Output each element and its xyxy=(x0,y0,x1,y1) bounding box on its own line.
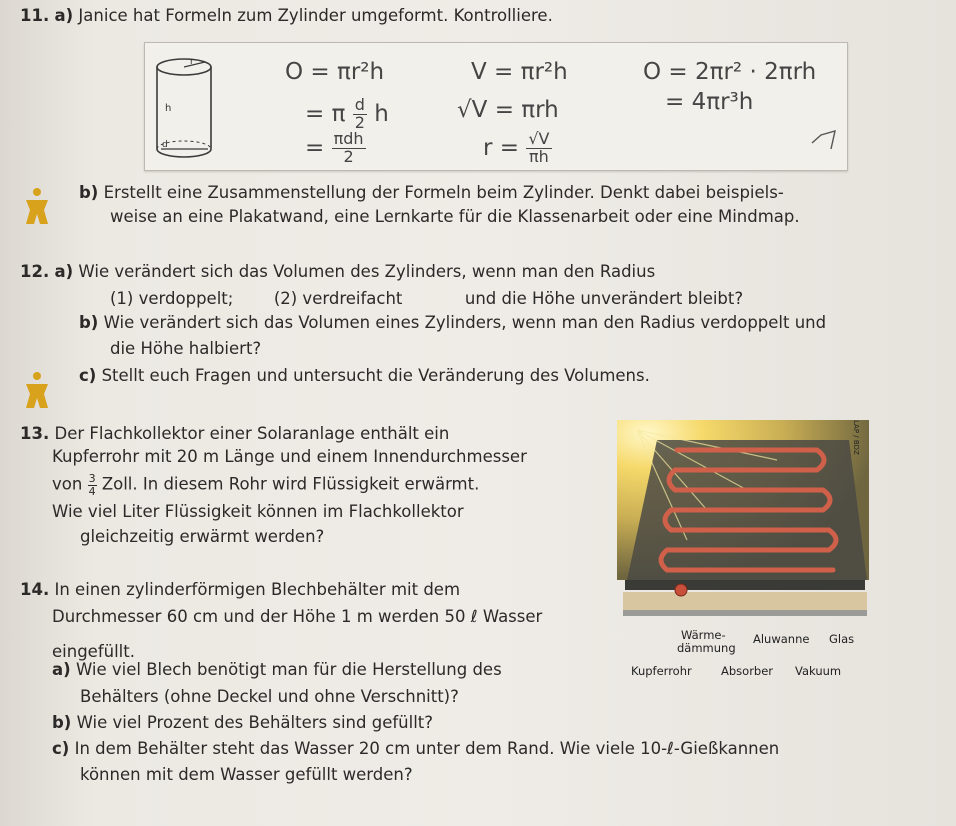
group-work-icon xyxy=(24,186,50,226)
task11-b-line2: weise an eine Plakatwand, eine Lernkarte für die Klassenarbeit oder eine Mindmap. xyxy=(110,207,800,226)
task14-b xyxy=(52,713,433,732)
label-vakuum: Vakuum xyxy=(795,664,842,678)
formula-col2-line3: r = $\frac{√V}{\pi h}$ xyxy=(483,129,550,166)
label-kupferrohr: Kupferrohr xyxy=(631,664,692,678)
subtask-label: b) xyxy=(79,183,99,202)
task-text: Erstellt eine Zusammenstellung der Formeln beim Zylinder. Denkt dabei beispiels- xyxy=(103,183,784,202)
task12-c xyxy=(79,366,650,385)
task-number: 13. xyxy=(20,424,50,443)
cylinder-figure xyxy=(153,53,215,163)
task13-line3 xyxy=(52,473,479,497)
text-fragment: Zoll. In diesem Rohr wird Flüssigkeit erwärmt. xyxy=(101,474,480,494)
subtask-label: c) xyxy=(52,739,70,758)
subtask-label: a) xyxy=(54,6,74,25)
option-tail: und die Höhe unverändert bleibt? xyxy=(464,289,744,308)
option-2: (2) verdreifacht xyxy=(273,289,403,308)
task13-line5: gleichzeitig erwärmt werden? xyxy=(80,527,325,546)
task13-line2: Kupferrohr mit 20 m Länge und einem Innendurchmesser xyxy=(52,447,527,466)
formula-col2-line1: V = πr²h xyxy=(471,59,568,85)
task-number: 12. xyxy=(20,262,50,281)
task-number: 14. xyxy=(20,580,50,599)
radius-label: r xyxy=(190,57,194,67)
task-text: Wie viel Prozent des Behälters sind gefüllt? xyxy=(76,713,434,732)
task14-a-line1 xyxy=(52,660,502,679)
label-aluwanne: Aluwanne xyxy=(753,632,810,646)
task12-b-line1 xyxy=(79,313,826,332)
task-text: Der Flachkollektor einer Solaranlage enthält ein xyxy=(54,424,450,443)
task-number: 11. xyxy=(20,6,50,25)
task11-heading xyxy=(20,6,553,25)
subtask-label: b) xyxy=(52,713,72,732)
task14-a-line2: Behälters (ohne Deckel und ohne Verschnitt)? xyxy=(80,687,459,706)
task14-c-line1 xyxy=(52,739,779,758)
formula-box xyxy=(144,42,848,171)
task-text: In dem Behälter steht das Wasser 20 cm unter dem Rand. Wie viele 10-ℓ-Gießkannen xyxy=(74,739,780,758)
task14-line2: Durchmesser 60 cm und der Höhe 1 m werden 50 ℓ Wasser xyxy=(52,607,543,626)
fraction-numerator: 3 xyxy=(88,472,96,485)
group-work-icon xyxy=(24,370,50,410)
diameter-label: d xyxy=(162,140,168,150)
task13-line4: Wie viel Liter Flüssigkeit können im Flachkollektor xyxy=(52,502,464,521)
task-text: Stellt euch Fragen und untersucht die Veränderung des Volumens. xyxy=(101,366,650,385)
formula-col1-line2: = π $\frac{d}{2}$ h xyxy=(305,95,389,132)
subtask-label: c) xyxy=(79,366,97,385)
label-glas: Glas xyxy=(829,632,855,646)
task-text: Wie viel Blech benötigt man für die Herstellung des xyxy=(75,660,502,679)
height-label: h xyxy=(165,103,172,114)
image-credit: LAP / BDZ xyxy=(852,420,860,455)
task-text: Janice hat Formeln zum Zylinder umgeformt. Kontrolliere. xyxy=(78,6,553,25)
task12-b-line2: die Höhe halbiert? xyxy=(110,339,262,358)
label-waermedaemmung-2: dämmung xyxy=(677,641,736,655)
task14-line3: eingefüllt. xyxy=(52,642,135,661)
task-text: In einen zylinderförmigen Blechbehälter mit dem xyxy=(54,580,461,599)
text-fragment: von xyxy=(52,474,83,494)
task-text: Wie verändert sich das Volumen des Zylinders, wenn man den Radius xyxy=(78,262,656,281)
subtask-label: a) xyxy=(54,262,74,281)
task13-line1 xyxy=(20,424,449,443)
formula-col2-line2: √V = πrh xyxy=(457,97,559,123)
formula-col1-line3: = $\frac{\text{πdh}}{2}$ xyxy=(305,129,364,166)
label-absorber: Absorber xyxy=(721,664,774,678)
solar-collector-illustration xyxy=(617,420,869,682)
label-waermedaemmung-1: Wärme- xyxy=(681,628,726,642)
task-text: Wie verändert sich das Volumen eines Zylinders, wenn man den Radius verdoppelt und xyxy=(103,313,827,332)
subtask-label: a) xyxy=(52,660,71,679)
task12-options xyxy=(110,289,743,308)
fraction xyxy=(88,473,97,497)
task11-b-line1 xyxy=(79,183,784,202)
option-1: (1) verdoppelt; xyxy=(110,289,234,308)
formula-col1-line1: O = πr²h xyxy=(285,59,385,85)
task12-heading xyxy=(20,262,655,281)
subtask-label: b) xyxy=(79,313,99,332)
task14-line1 xyxy=(20,580,460,599)
checkmark-scribble-icon xyxy=(809,127,839,153)
fraction-denominator: 4 xyxy=(88,484,96,498)
formula-col3-line1: O = 2πr² · 2πrh xyxy=(643,59,817,85)
formula-col3-line2: = 4πr³h xyxy=(665,89,754,115)
task14-c-line2: können mit dem Wasser gefüllt werden? xyxy=(80,765,413,784)
